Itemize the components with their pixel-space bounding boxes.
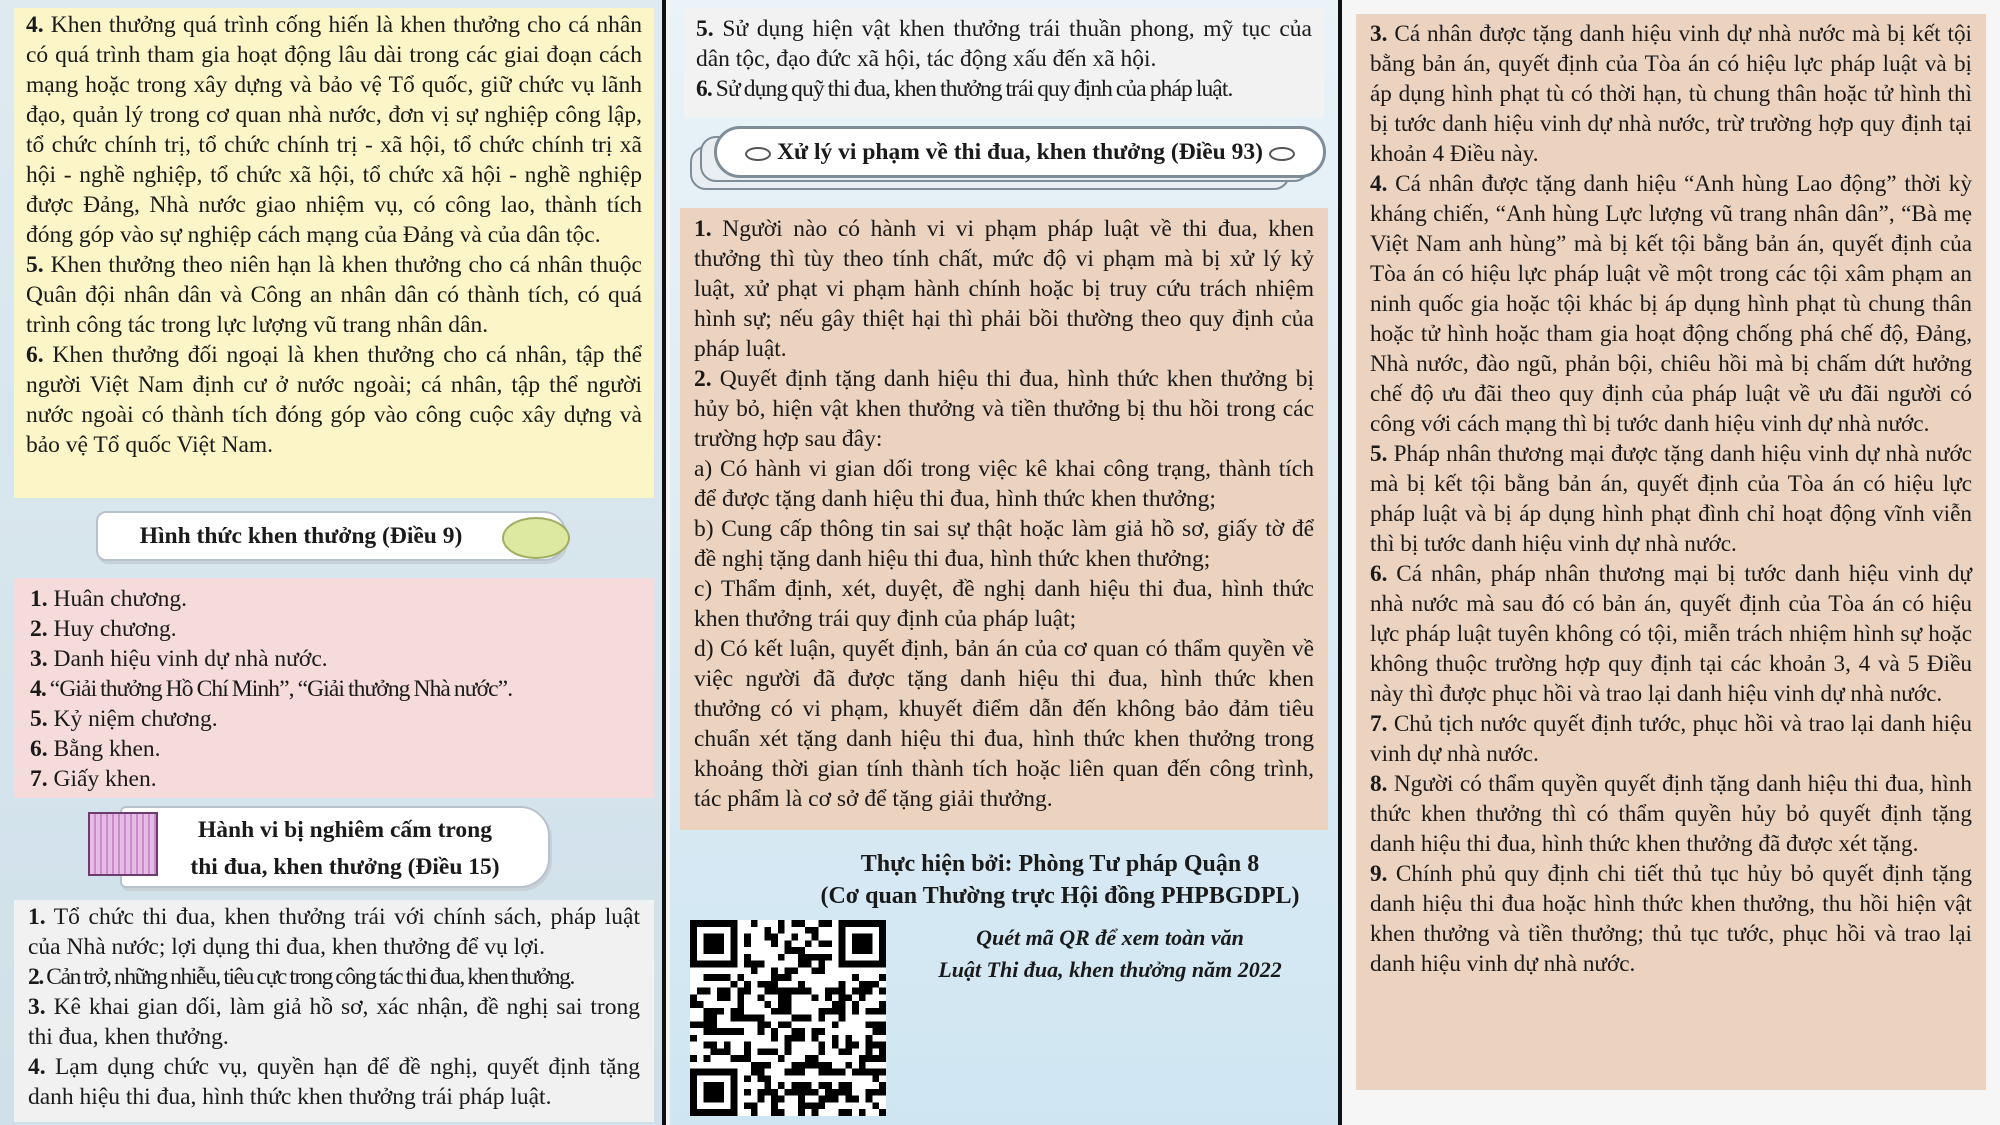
intro-box (14, 8, 654, 498)
list-item: 5. Kỷ niệm chương. (30, 706, 218, 732)
list-item: 7. Chủ tịch nước quyết định tước, phục hồi và trao lại danh hiệu vinh dự nhà nước. (1370, 711, 1972, 767)
list-item: 4. “Giải thưởng Hồ Chí Minh”, “Giải thưởng Nhà nước”. (30, 676, 513, 702)
qr-code-icon[interactable] (690, 920, 886, 1116)
list-item: 2. Huy chương. (30, 616, 177, 642)
forbid-heading-line1: Hành vi bị nghiêm cấm trong (197, 817, 492, 843)
revocation-box (1356, 14, 1986, 1090)
oval-tab-icon (502, 517, 570, 559)
list-item: 3. Kê khai gian dối, làm giả hồ sơ, xác nhận, đề nghị sai trong thi đua, khen thưởng. (28, 994, 640, 1050)
list-item: 5. Sử dụng hiện vật khen thưởng trái thuần phong, mỹ tục của dân tộc, đạo đức xã hội, tác động xấu đến xã hội. (696, 16, 1312, 72)
list-item: 6. Cá nhân, pháp nhân thương mại bị tước danh hiệu vinh dự nhà nước mà sau đó có bản án, quyết định của Tòa án có hiệu lực pháp luật tuyên không có tội, miễn trách nhiệm hình sự hoặc không thuộc trường hợp quy định tại các khoản 3, 4 và 5 Điều này thì được phục hồi và trao lại danh hiệu vinh dự nhà nước. (1370, 561, 1972, 707)
list-item: 1. Tổ chức thi đua, khen thưởng trái với chính sách, pháp luật của Nhà nước; lợi dụng thi đua, khen thưởng để vụ lợi. (28, 904, 640, 960)
credit (790, 848, 1330, 912)
intro-item: 6. Khen thưởng đối ngoại là khen thưởng cho cá nhân, tập thể người Việt Nam định cư ở nước ngoài; cá nhân, tập thể người nước ngoài có thành tích đóng góp vào công cuộc xây dựng và bảo vệ Tổ quốc Việt Nam. (26, 342, 642, 458)
intro-item: 5. Khen thưởng theo niên hạn là khen thưởng cho cá nhân thuộc Quân đội nhân dân và Công an nhân dân có thành tích, có quá trình công tác trong lực lượng vũ trang nhân dân. (26, 252, 642, 338)
forbid-heading (120, 806, 550, 888)
striped-block-icon (88, 812, 158, 876)
list-item: 5. Pháp nhân thương mại được tặng danh hiệu vinh dự nhà nước mà bị kết tội bằng bản án, quyết định của Tòa án có hiệu lực pháp luật và bị áp dụng hình phạt đình chỉ hoạt động vĩnh viễn thì bị tước danh hiệu vinh dự nhà nước. (1370, 441, 1972, 557)
list-item: 6. Bằng khen. (30, 736, 161, 762)
left-panel (0, 0, 666, 1125)
qr-note-line1: Quét mã QR để xem toàn văn (976, 925, 1244, 950)
violation-box (680, 208, 1328, 830)
list-item: 6. Sử dụng quỹ thi đua, khen thưởng trái quy định của pháp luật. (696, 76, 1233, 102)
violation-heading-wrap (690, 126, 1330, 198)
credit-line1: Thực hiện bởi: Phòng Tư pháp Quận 8 (860, 851, 1260, 877)
list-item: 9. Chính phủ quy định chi tiết thủ tục hủy bỏ quyết định tặng danh hiệu thi đua hoặc hình thức khen thưởng, thu hồi hiện vật khen thưởng và tiền thưởng; thủ tục tước, phục hồi và trao lại danh hiệu vinh dự nhà nước. (1370, 861, 1972, 977)
intro-item: 4. Khen thưởng quá trình cống hiến là khen thưởng cho cá nhân có quá trình tham gia hoạt động lâu dài trong các giai đoạn cách mạng hoặc trong xây dựng và bảo vệ Tổ quốc, giữ chức vụ lãnh đạo, quản lý trong cơ quan nhà nước, đơn vị sự nghiệp công lập, tổ chức chính trị, tổ chức chính trị - xã hội, tổ chức chính trị xã hội - nghề nghiệp, tổ chức xã hội, tổ chức xã hội - nghề nghiệp được Đảng, Nhà nước giao nhiệm vụ, có công lao, thành tích đóng góp vào sự nghiệp cách mạng của Đảng và của dân tộc. (26, 12, 642, 248)
list-item: 4. Cá nhân được tặng danh hiệu “Anh hùng Lao động” thời kỳ kháng chiến, “Anh hùng Lực lượng vũ trang nhân dân”, “Bà mẹ Việt Nam anh hùng” mà bị kết tội bằng bản án, quyết định của Tòa án có hiệu lực pháp luật về một trong các tội xâm phạm an ninh quốc gia hoặc tội khác bị áp dụng hình phạt tù chung thân hoặc tử hình hoặc tham gia hoạt động chống phá chế độ, Đảng, Nhà nước, đào ngũ, phản bội, chiêu hồi mà bị chấm dứt hưởng chế độ ưu đãi theo quy định của pháp luật về ưu đãi người có công với cách mạng thì bị tước danh hiệu vinh dự nhà nước. (1370, 171, 1972, 437)
list-item: d) Có kết luận, quyết định, bản án của cơ quan có thẩm quyền về việc người đã được tặng danh hiệu thi đua, hình thức khen thưởng có vi phạm, khuyết điểm dẫn đến không bảo đảm tiêu chuẩn xét tặng danh hiệu thi đua, hình thức khen thưởng trong khoảng thời gian tính thành tích hoặc liên quan đến công trình, tác phẩm là cơ sở để tặng giải thưởng. (694, 636, 1314, 812)
list-item: 3. Cá nhân được tặng danh hiệu vinh dự nhà nước mà bị kết tội bằng bản án, quyết định của Tòa án có hiệu lực pháp luật và bị áp dụng hình phạt tù có thời hạn, tù chung thân hoặc tử hình thì bị tước danh hiệu vinh dự nhà nước, trừ trường hợp quy định tại khoản 4 Điều này. (1370, 21, 1972, 167)
list-item: c) Thẩm định, xét, duyệt, đề nghị danh hiệu thi đua, hình thức khen thưởng trái quy định của pháp luật; (694, 576, 1314, 632)
qr-note-line2: Luật Thi đua, khen thưởng năm 2022 (938, 957, 1282, 982)
right-panel (1338, 0, 2000, 1125)
list-item: 7. Giấy khen. (30, 766, 157, 792)
list-item: 2. Cản trở, những nhiễu, tiêu cực trong công tác thi đua, khen thưởng. (28, 964, 574, 990)
oval-tab-icon (745, 147, 771, 161)
credit-line2: (Cơ quan Thường trực Hội đồng PHPBGDPL) (820, 883, 1300, 909)
list-item: 2. Quyết định tặng danh hiệu thi đua, hình thức khen thưởng bị hủy bỏ, hiện vật khen thưởng và tiền thưởng bị thu hồi trong các trường hợp sau đây: (694, 366, 1314, 452)
forms-list (14, 578, 654, 798)
list-item: 1. Người nào có hành vi vi phạm pháp luật về thi đua, khen thưởng thì tùy theo tính chất, mức độ vi phạm mà bị xử lý kỷ luật, xử phạt vi phạm hành chính hoặc bị truy cứu trách nhiệm hình sự; nếu gây thiệt hại thì phải bồi thường theo quy định của pháp luật. (694, 216, 1314, 362)
forbid-list (14, 900, 654, 1122)
list-item: 4. Lạm dụng chức vụ, quyền hạn để đề nghị, quyết định tặng danh hiệu thi đua, hình thức khen thưởng trái pháp luật. (28, 1054, 640, 1110)
forms-heading: Hình thức khen thưởng (Điều 9) (96, 511, 566, 561)
list-item: 8. Người có thẩm quyền quyết định tặng danh hiệu thi đua, hình thức khen thưởng thì có thẩm quyền hủy bỏ quyết định tặng danh hiệu thi đua, hình thức khen thưởng đã được xét tặng. (1370, 771, 1972, 857)
prohibited-continued-box (684, 8, 1324, 118)
list-item: 3. Danh hiệu vinh dự nhà nước. (30, 646, 328, 672)
qr-note (880, 922, 1340, 986)
list-item: 1. Huân chương. (30, 586, 187, 612)
list-item: b) Cung cấp thông tin sai sự thật hoặc làm giả hồ sơ, giấy tờ để đề nghị tặng danh hiệu thi đua, hình thức khen thưởng; (694, 516, 1314, 572)
oval-tab-icon (1269, 147, 1295, 161)
forbid-heading-line2: thi đua, khen thưởng (Điều 15) (190, 854, 500, 880)
list-item: a) Có hành vi gian dối trong việc kê khai công trạng, thành tích để được tặng danh hiệu thi đua, hình thức khen thưởng; (694, 456, 1314, 512)
violation-heading: Xử lý vi phạm về thi đua, khen thưởng (Điều 93) (714, 126, 1326, 178)
